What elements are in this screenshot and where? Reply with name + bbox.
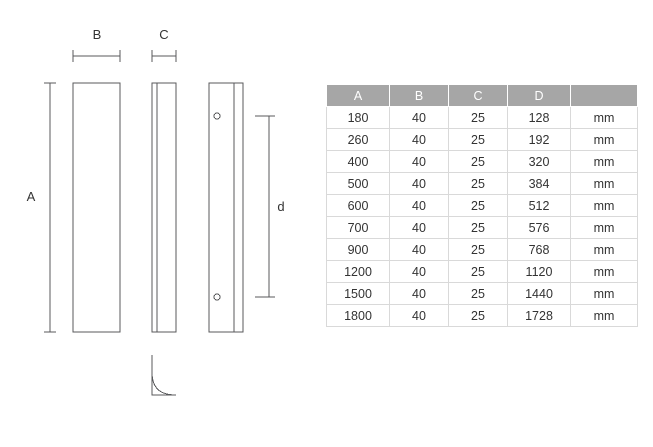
cell-a: 600 — [327, 195, 390, 217]
drawing-svg — [0, 0, 320, 447]
cell-d: 320 — [508, 151, 571, 173]
table-row — [327, 173, 638, 195]
table-row — [327, 261, 638, 283]
table-row — [327, 107, 638, 129]
table-row — [327, 151, 638, 173]
mounting-hole-bottom — [214, 294, 220, 300]
cell-unit: mm — [571, 305, 638, 327]
table-header-unit — [571, 85, 638, 107]
cell-b: 40 — [390, 217, 449, 239]
dimension-label-d: d — [277, 199, 285, 214]
technical-drawing — [0, 0, 320, 447]
cell-b: 40 — [390, 195, 449, 217]
dimension-label-b: B — [92, 27, 102, 42]
cell-b: 40 — [390, 173, 449, 195]
cell-unit: mm — [571, 239, 638, 261]
profile-detail-outline — [152, 355, 176, 395]
cell-a: 500 — [327, 173, 390, 195]
table-header-c: C — [449, 85, 508, 107]
cell-unit: mm — [571, 261, 638, 283]
cell-a: 1800 — [327, 305, 390, 327]
cell-b: 40 — [390, 239, 449, 261]
cell-unit: mm — [571, 107, 638, 129]
cell-c: 25 — [449, 283, 508, 305]
cell-c: 25 — [449, 239, 508, 261]
table-header-a: A — [327, 85, 390, 107]
cell-d: 128 — [508, 107, 571, 129]
cell-c: 25 — [449, 107, 508, 129]
cell-b: 40 — [390, 261, 449, 283]
table-row — [327, 217, 638, 239]
cell-d: 1440 — [508, 283, 571, 305]
cell-c: 25 — [449, 151, 508, 173]
cell-a: 400 — [327, 151, 390, 173]
specification-table — [326, 84, 638, 327]
cell-a: 180 — [327, 107, 390, 129]
cell-c: 25 — [449, 195, 508, 217]
cell-b: 40 — [390, 129, 449, 151]
cell-d: 1728 — [508, 305, 571, 327]
cell-d: 384 — [508, 173, 571, 195]
cell-unit: mm — [571, 151, 638, 173]
table-header-d: D — [508, 85, 571, 107]
cell-c: 25 — [449, 305, 508, 327]
cell-a: 1500 — [327, 283, 390, 305]
side-view-outline — [152, 83, 176, 332]
rear-view-outline — [209, 83, 243, 332]
table-body — [327, 107, 638, 327]
cell-unit: mm — [571, 283, 638, 305]
cell-b: 40 — [390, 305, 449, 327]
cell-unit: mm — [571, 195, 638, 217]
table-row — [327, 195, 638, 217]
cell-d: 768 — [508, 239, 571, 261]
table-row — [327, 305, 638, 327]
dimension-label-a: A — [26, 189, 36, 204]
dimension-label-c: C — [159, 27, 169, 42]
cell-c: 25 — [449, 217, 508, 239]
table-row — [327, 239, 638, 261]
table-header-b: B — [390, 85, 449, 107]
cell-a: 260 — [327, 129, 390, 151]
cell-b: 40 — [390, 283, 449, 305]
table-row — [327, 129, 638, 151]
cell-c: 25 — [449, 173, 508, 195]
cell-d: 576 — [508, 217, 571, 239]
cell-d: 1120 — [508, 261, 571, 283]
cell-d: 512 — [508, 195, 571, 217]
table-row — [327, 283, 638, 305]
cell-d: 192 — [508, 129, 571, 151]
cell-unit: mm — [571, 129, 638, 151]
cell-c: 25 — [449, 261, 508, 283]
cell-unit: mm — [571, 173, 638, 195]
cell-unit: mm — [571, 217, 638, 239]
mounting-hole-top — [214, 113, 220, 119]
cell-a: 700 — [327, 217, 390, 239]
cell-b: 40 — [390, 151, 449, 173]
profile-detail-curve — [152, 372, 176, 395]
cell-a: 900 — [327, 239, 390, 261]
cell-c: 25 — [449, 129, 508, 151]
cell-a: 1200 — [327, 261, 390, 283]
table-header-row — [327, 85, 638, 107]
front-view-outline — [73, 83, 120, 332]
cell-b: 40 — [390, 107, 449, 129]
